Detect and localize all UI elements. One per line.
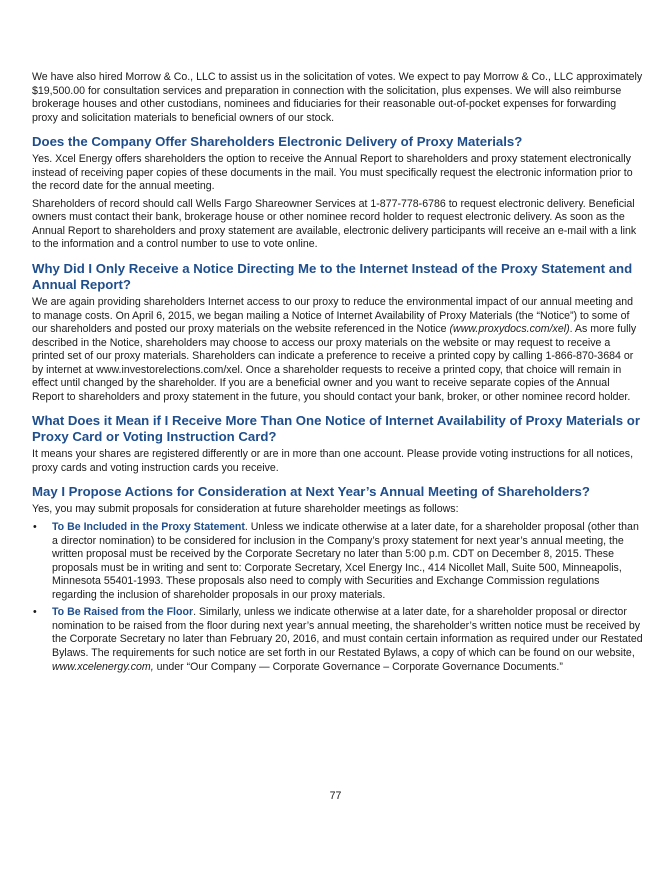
page-body [32,71,644,678]
bullet-lead: To Be Included in the Proxy Statement [52,521,245,534]
paragraph: Yes, you may submit proposals for consideration at future shareholder meetings as follows: [32,503,459,516]
paragraph: Shareholders of record should call Wells Fargo Shareowner Services at 1-877-778-6786 to request electronic delivery. Beneficial owners must contact their bank, brokerage house or other nominee record holder to request electronic delivery. As soon as the Annual Report to shareholders and proxy statement are available, electronic delivery participants will receive an e-mail with a link to the information and a control number to use to vote online. [32,197,637,251]
intro-paragraph: We have also hired Morrow & Co., LLC to assist us in the solicitation of votes. We expect to pay Morrow & Co., LLC approximately $19,500.00 for consultation services and preparation in connection with the solicitation, plus expenses. We will also reimburse brokerage houses and other custodians, nominees and fiduciaries for their reasonable out-of-pocket expenses for forwarding proxy and solicitation materials to beneficial owners of our stock. [32,71,643,124]
bullet-mark: • [33,606,37,619]
heading-notice-internet: Why Did I Only Receive a Notice Directing Me to the Internet Instead of the Proxy Statement and Annual Report? [32,261,633,293]
list-item [32,521,644,602]
heading-propose-actions: May I Propose Actions for Consideration at Next Year’s Annual Meeting of Shareholders? [32,484,590,500]
heading-multiple-notices: What Does it Mean if I Receive More Than One Notice of Internet Availability of Proxy Materials or Proxy Card or Voting Instruction Card? [32,413,640,445]
paragraph: It means your shares are registered differently or are in more than one account. Please provide voting instructions for all notices, proxy cards and voting instruction cards you receive. [32,448,634,474]
paragraph [32,296,644,404]
bullet-text: . Similarly, unless we indicate otherwise at a later date, for a shareholder proposal or director nomination to be raised from the floor during next year’s annual meeting, the shareholder’s written notice must be received by the Corporate Secretary no later than February 20, 2016, and must contain certain information as required under our Restated Bylaws. The requirements for such notice are set forth in our Restated Bylaws, a copy of which can be found on our website, [52,606,643,659]
bullet-mark: • [33,521,37,534]
bullet-lead: To Be Raised from the Floor [52,606,194,619]
paragraph: Yes. Xcel Energy offers shareholders the option to receive the Annual Report to shareholders and proxy statement electronically instead of receiving paper copies of these documents in the mail. You must specifically request the electronic information prior to the record date for the annual meeting. [32,153,633,193]
heading-electronic-delivery: Does the Company Offer Shareholders Electronic Delivery of Proxy Materials? [32,134,523,150]
paragraph-text: . As more fully described in the Notice, shareholders may choose to access our proxy materials on the website or may request to receive a printed set of our proxy materials. Shareholders can indicate a preference to receive a printed copy by calling 1-866-870-3684 or by internet at www.investorelections.com/xel. Once a shareholder requests to receive a printed copy, that choice will remain in effect until changed by the shareholder. If you are a beneficial owner and you want to receive separate copies of the Annual Report to shareholders and proxy statement in the future, you should contact your bank, broker, or other nominee record holder. [32,323,637,403]
proxydocs-link[interactable]: (www.proxydocs.com/xel) [449,323,570,336]
page-number: 77 [329,790,342,802]
paragraph-text: We are again providing shareholders Internet access to our proxy to reduce the environmental impact of our annual meeting and to manage costs. On April 6, 2015, we began mailing a Notice of Internet Availability of Proxy Materials (the “Notice”) to some of our shareholders and posted our proxy materials on the website referenced in the Notice [32,296,634,336]
bullet-text: under “Our Company — Corporate Governance – Corporate Governance Documents.” [153,660,563,673]
list-item [32,606,644,674]
xcelenergy-link[interactable]: www.xcelenergy.com, [52,660,154,673]
bullet-text: . Unless we indicate otherwise at a later date, for a shareholder proposal (other than a director nomination) to be considered for inclusion in the Company’s proxy statement for next year’s annual meeting, the written proposal must be received by the Corporate Secretary no later than 5:00 p.m. CDT on December 8, 2015. These proposals must be in writing and sent to: Corporate Secretary, Xcel Energy Inc., 414 Nicollet Mall, Suite 500, Minneapolis, Minnesota 55401-1993. These proposals also need to comply with Securities and Exchange Commission regulations regarding the inclusion of shareholder proposals in our proxy materials. [52,521,639,601]
